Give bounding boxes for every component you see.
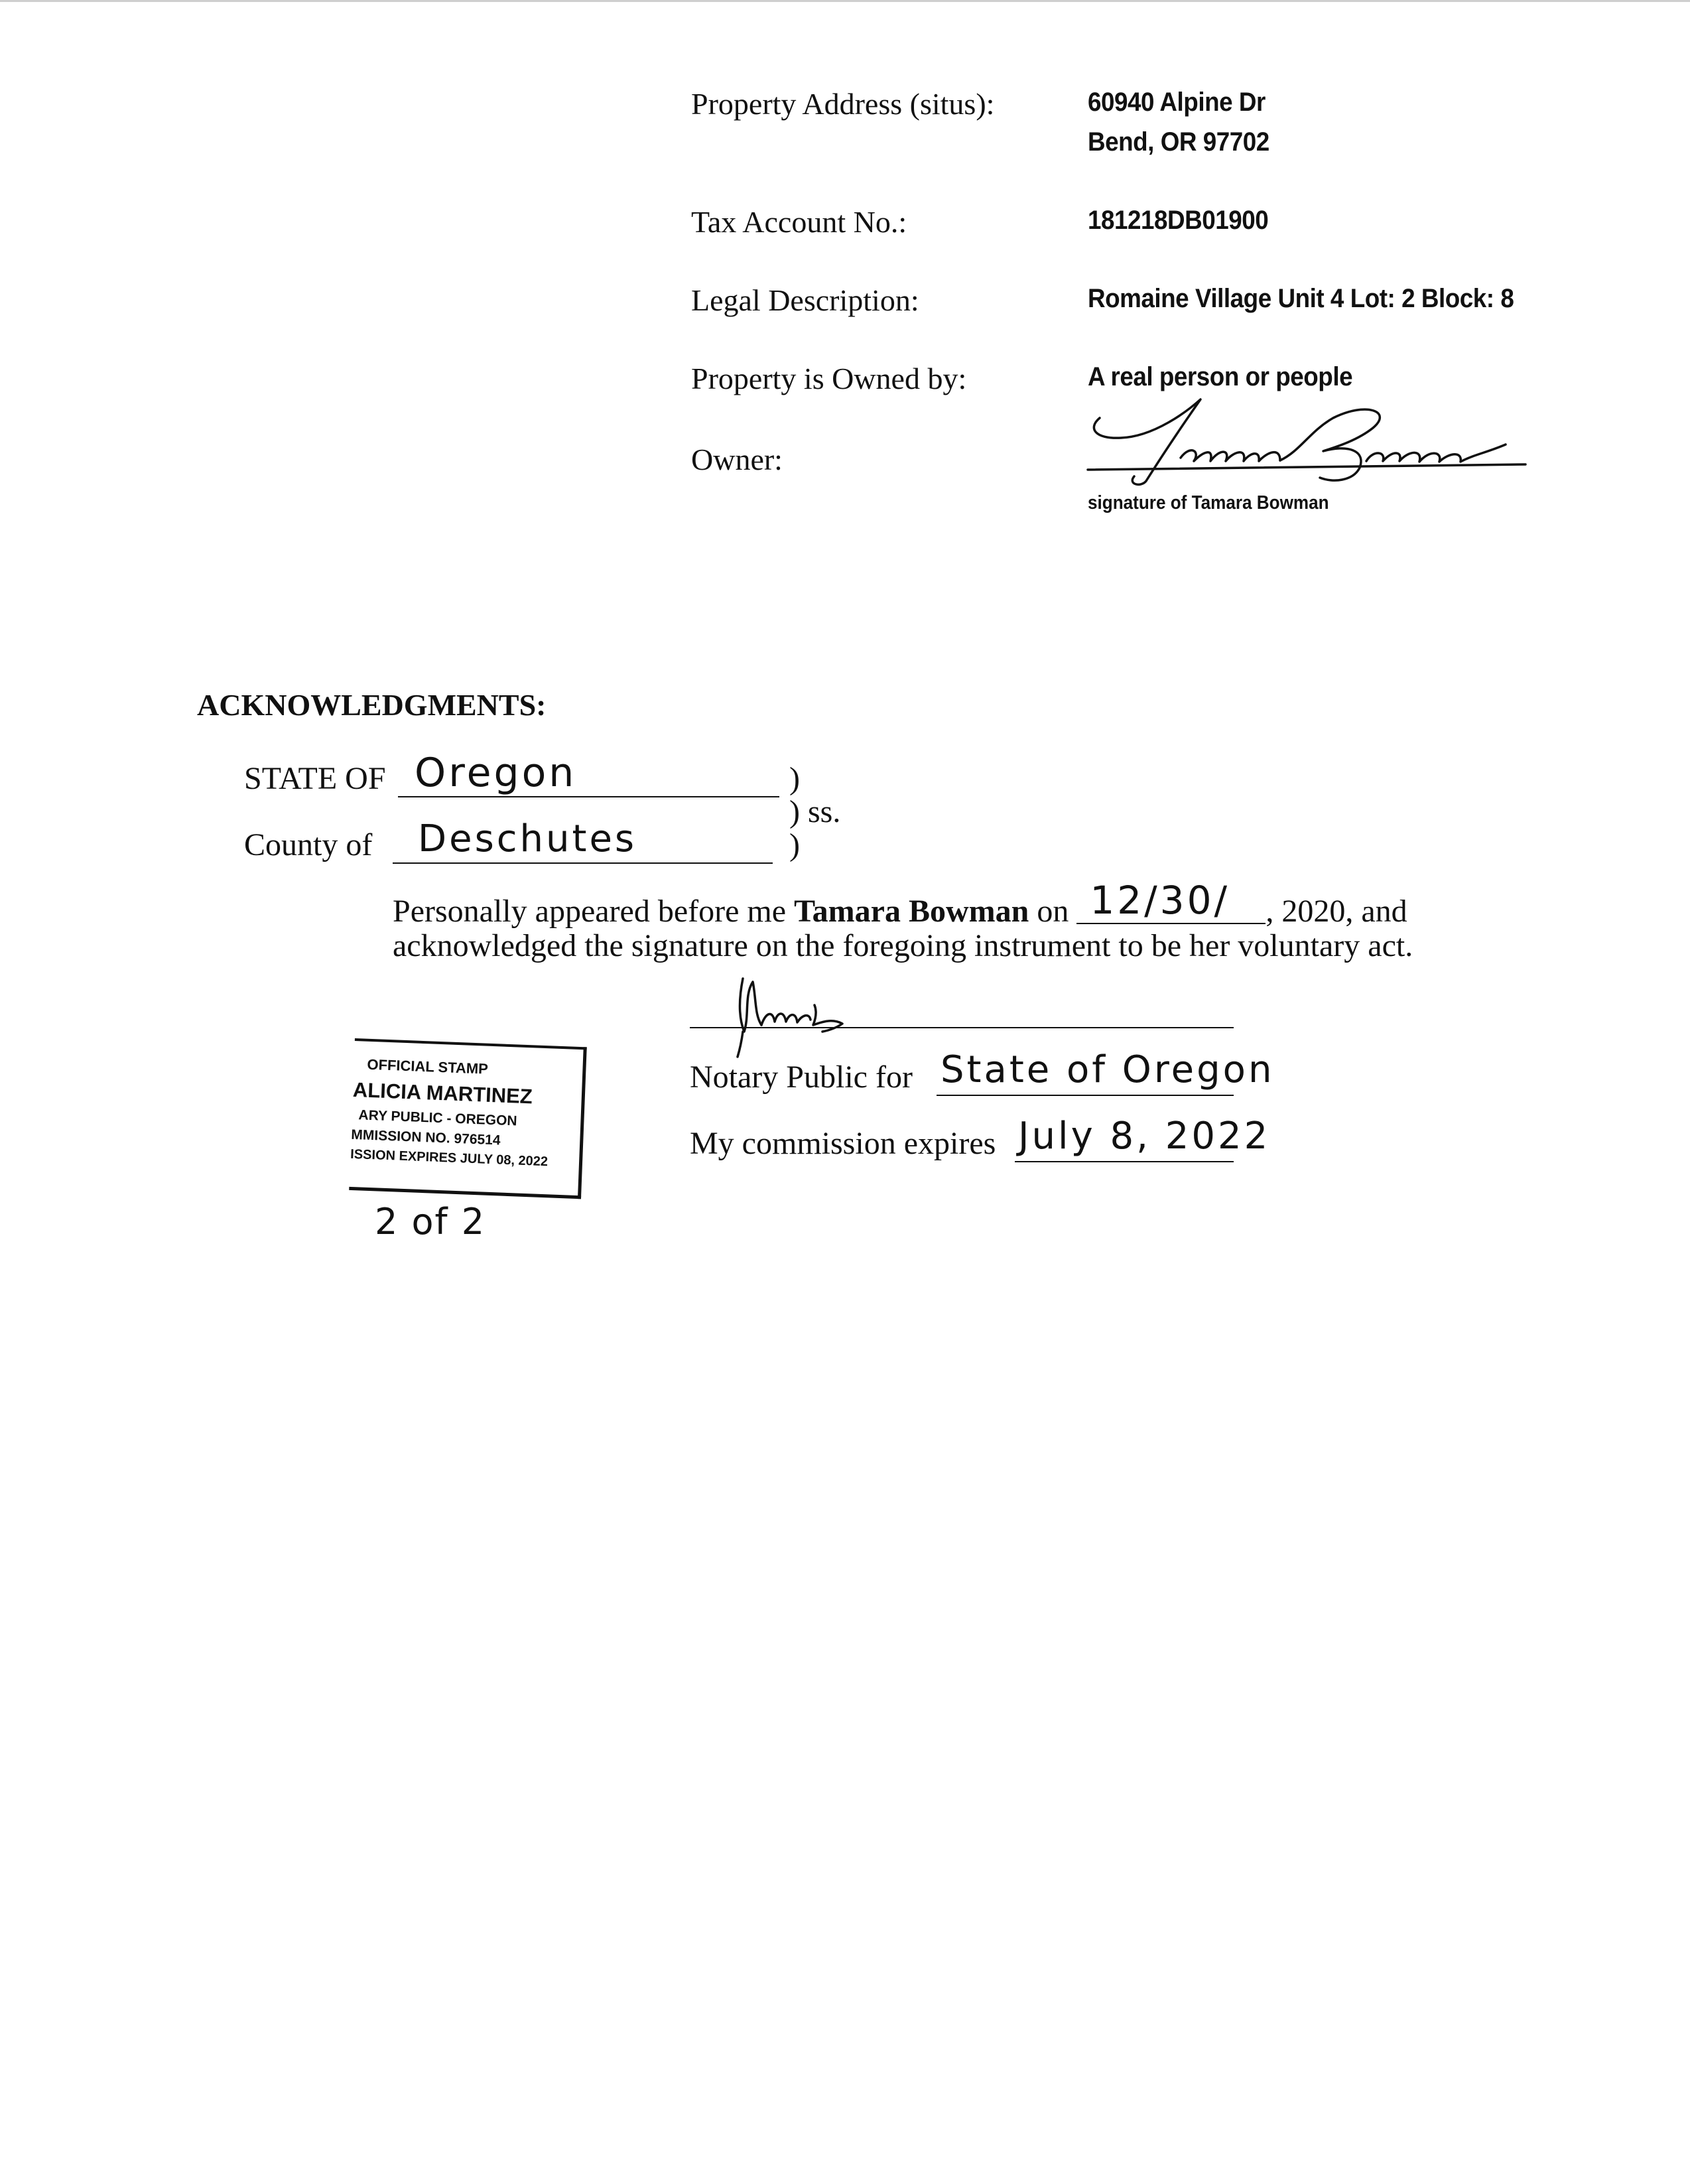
- scan-top-edge: [0, 0, 1690, 2]
- appeared-suffix: , 2020, and: [1266, 894, 1407, 929]
- appeared-prefix: Personally appeared before me: [393, 894, 787, 929]
- stamp-line1: OFFICIAL STAMP: [367, 1056, 489, 1077]
- appeared-name: Tamara Bowman: [794, 894, 1029, 929]
- commission-value: July 8, 2022: [1018, 1115, 1271, 1158]
- stamp-line2: ALICIA MARTINEZ: [352, 1077, 533, 1109]
- state-underline: [398, 796, 779, 797]
- notary-value: State of Oregon: [941, 1048, 1275, 1091]
- notary-label: Notary Public for: [690, 1059, 913, 1095]
- notary-underline: [937, 1095, 1234, 1096]
- county-label: County of: [244, 827, 373, 862]
- acknowledged-line: acknowledged the signature on the foregoing instrument to be her voluntary act.: [393, 928, 1413, 963]
- address-line1: 60940 Alpine Dr: [1088, 88, 1266, 117]
- owned-by-label: Property is Owned by:: [691, 362, 967, 395]
- owner-signature-caption: signature of Tamara Bowman: [1088, 492, 1329, 513]
- address-label: Property Address (situs):: [691, 87, 995, 121]
- date-value: 12/30/: [1090, 878, 1230, 923]
- notary-signature-line: [690, 1027, 1234, 1028]
- tax-account-label: Tax Account No.:: [691, 205, 907, 239]
- date-field: [1076, 878, 1266, 924]
- commission-label: My commission expires: [690, 1126, 996, 1161]
- acknowledgments-heading: ACKNOWLEDGMENTS:: [197, 688, 547, 722]
- legal-description-value: Romaine Village Unit 4 Lot: 2 Block: 8: [1088, 284, 1514, 313]
- owned-by-value: A real person or people: [1088, 362, 1353, 391]
- paren-bottom: ): [789, 827, 800, 862]
- appeared-on: on: [1037, 894, 1069, 929]
- stamp-line3: ARY PUBLIC - OREGON: [358, 1107, 518, 1129]
- ss-label: ) ss.: [789, 794, 841, 829]
- notary-signature: [703, 965, 902, 1058]
- page-note: 2 of 2: [375, 1201, 486, 1243]
- stamp-line4: MMISSION NO. 976514: [350, 1126, 501, 1148]
- address-line2: Bend, OR 97702: [1088, 127, 1269, 157]
- tax-account-value: 181218DB01900: [1088, 206, 1269, 235]
- owner-label: Owner:: [691, 443, 783, 476]
- state-label: STATE OF: [244, 761, 386, 796]
- county-value: Deschutes: [418, 817, 637, 860]
- commission-underline: [1015, 1161, 1234, 1162]
- legal-description-label: Legal Description:: [691, 283, 919, 317]
- paren-top: ): [789, 761, 800, 796]
- owner-signature: [1081, 391, 1532, 491]
- appeared-line: [393, 878, 1407, 929]
- state-value: Oregon: [415, 750, 577, 796]
- official-stamp: [349, 1038, 587, 1199]
- stamp-line5: ISSION EXPIRES JULY 08, 2022: [350, 1146, 549, 1170]
- county-underline: [393, 862, 773, 864]
